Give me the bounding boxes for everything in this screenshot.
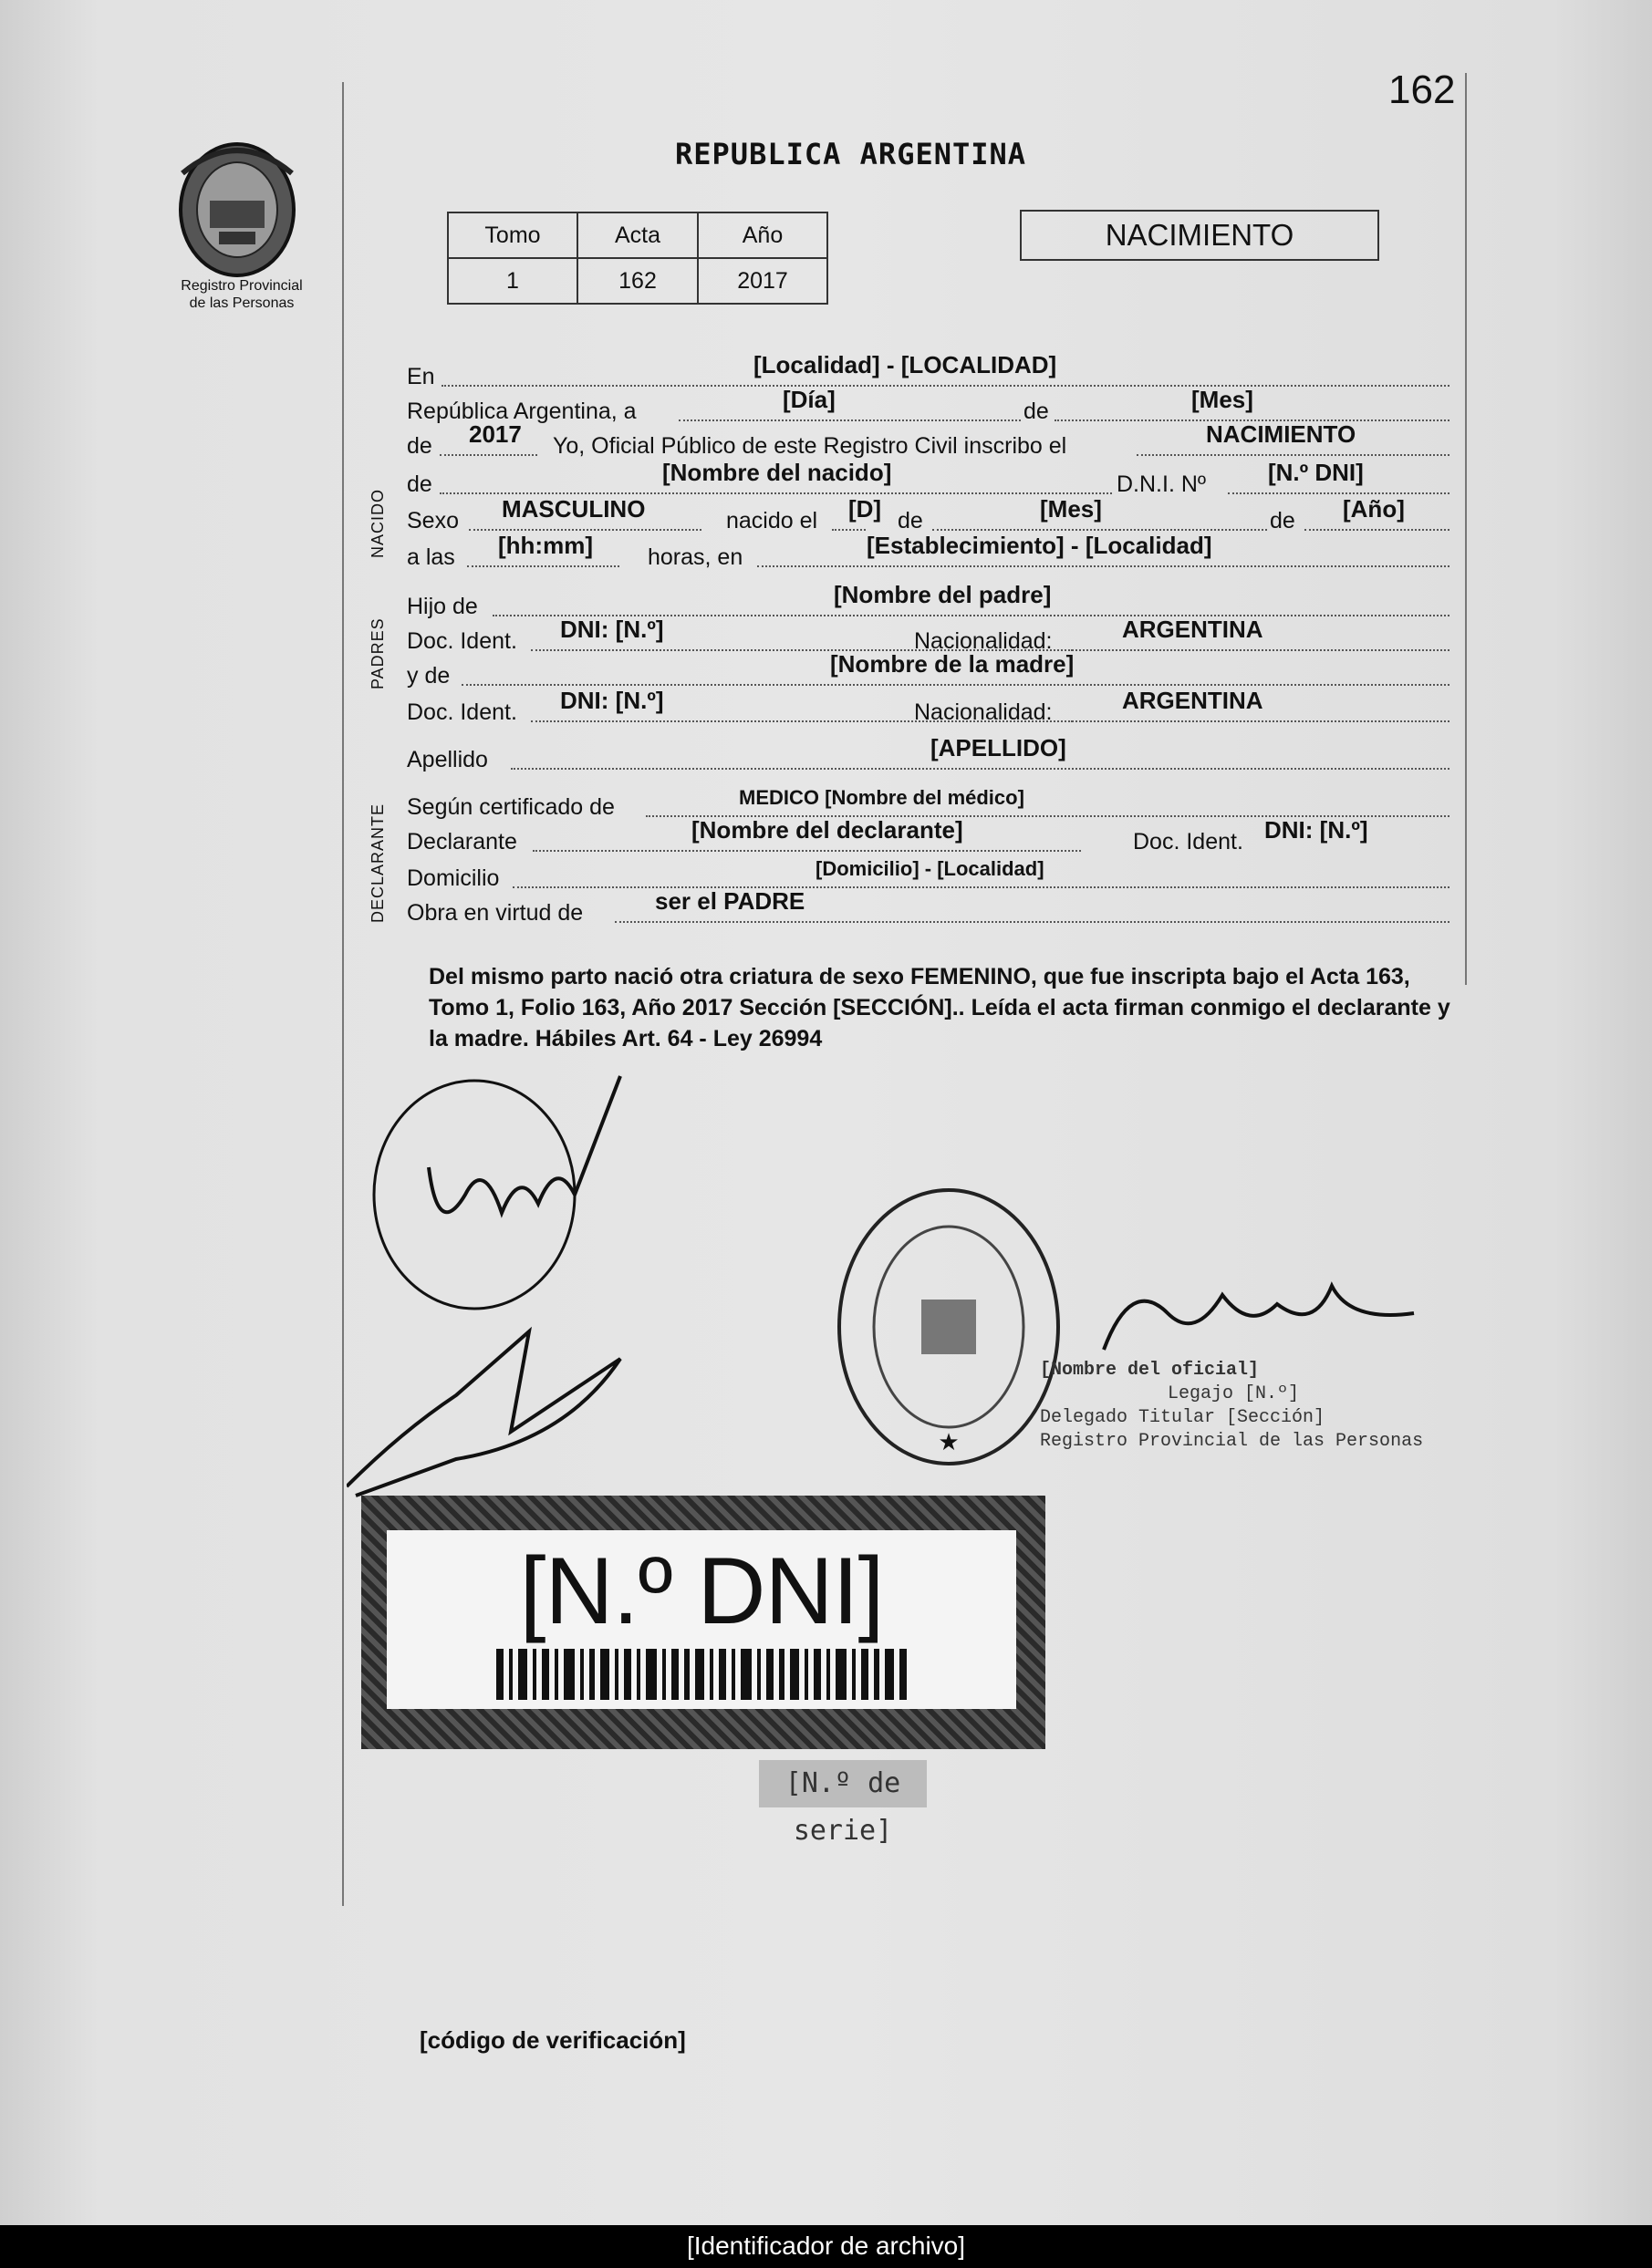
de-birthyear-label: de xyxy=(1270,508,1295,533)
anio-header: Año xyxy=(698,212,827,258)
sexo-label: Sexo xyxy=(407,508,459,533)
father-doc: DNI: [N.º] xyxy=(560,616,664,643)
tomo-header: Tomo xyxy=(448,212,577,258)
stamp-line-2: Legajo [N.º] xyxy=(1168,1383,1300,1404)
month-value: [Mes] xyxy=(1191,386,1253,413)
domicilio-label: Domicilio xyxy=(407,865,500,891)
row-surname xyxy=(407,734,1449,773)
year-value: 2017 xyxy=(469,420,522,448)
father-nat: ARGENTINA xyxy=(1122,616,1263,643)
mother-doc: DNI: [N.º] xyxy=(560,687,664,714)
apellido-label: Apellido xyxy=(407,747,488,772)
additional-note: Del mismo parto nació otra criatura de sexo FEMENINO, que fue inscripta bajo el Acta 163, Tomo 1, Folio 163, Año 2017 Sección [SECCIÓN].. Leída el acta firman conmigo el declarante y la madre. Hábiles Art. 64 - Ley 26994 xyxy=(429,964,1450,1051)
stamp-line-4: Registro Provincial de las Personas xyxy=(1040,1431,1424,1452)
country-title: REPUBLICA ARGENTINA xyxy=(675,137,1027,171)
birth-place: [Establecimiento] - [Localidad] xyxy=(867,532,1212,559)
record-type-box: NACIMIENTO xyxy=(1020,210,1379,261)
horas-label: horas, en xyxy=(648,544,743,570)
declarante-label: Declarante xyxy=(407,829,517,854)
declarant-value: [Nombre del declarante] xyxy=(691,816,963,844)
id-label-sticker xyxy=(361,1496,1045,1749)
father-name: [Nombre del padre] xyxy=(834,581,1052,608)
row-official xyxy=(407,420,1449,460)
tomo-value: 1 xyxy=(448,258,577,304)
official-signature-icon xyxy=(1095,1258,1423,1368)
official-stamp xyxy=(1040,1359,1423,1454)
sex-value: MASCULINO xyxy=(502,495,646,523)
mother-nat: ARGENTINA xyxy=(1122,687,1263,714)
row-place xyxy=(407,351,1449,390)
row-father xyxy=(407,581,1449,620)
declarant-doc: DNI: [N.º] xyxy=(1264,816,1368,844)
svg-text:★: ★ xyxy=(938,1428,960,1455)
hijo-label: Hijo de xyxy=(407,594,478,619)
doctor-value: MEDICO [Nombre del médico] xyxy=(739,786,1024,809)
birth-month: [Mes] xyxy=(1040,495,1102,523)
section-declarante: DECLARANTE xyxy=(369,803,387,923)
row-father-doc xyxy=(407,618,1449,655)
child-name: [Nombre del nacido] xyxy=(662,459,892,486)
child-dni: [N.º DNI] xyxy=(1268,459,1364,486)
mother-signature-icon xyxy=(347,1322,675,1505)
mother-name: [Nombre de la madre] xyxy=(830,650,1075,678)
row-mother-doc xyxy=(407,689,1449,726)
de-month-label: de xyxy=(898,508,923,533)
obra-label: Obra en virtud de xyxy=(407,900,584,926)
child-de-label: de xyxy=(407,471,432,497)
barcode-icon xyxy=(496,1649,907,1700)
birth-time: [hh:mm] xyxy=(498,532,593,559)
mother-nat-label: Nacionalidad: xyxy=(914,699,1053,725)
left-margin-line xyxy=(342,82,344,1906)
row-capacity xyxy=(407,887,1449,927)
right-margin-line xyxy=(1465,73,1467,985)
en-label: En xyxy=(407,364,435,389)
yde-label: y de xyxy=(407,663,451,689)
row-time xyxy=(407,534,1449,571)
page-number: 162 xyxy=(1388,67,1456,112)
de-year-label: de xyxy=(407,433,432,459)
row-child xyxy=(407,461,1449,498)
declarant-doc-label: Doc. Ident. xyxy=(1133,829,1243,854)
row-declarant xyxy=(407,816,1449,855)
serial-number: [N.º de serie] xyxy=(759,1760,927,1807)
acta-value: 162 xyxy=(577,258,698,304)
alas-label: a las xyxy=(407,544,455,570)
segun-label: Según certificado de xyxy=(407,794,615,820)
official-text: Yo, Oficial Público de este Registro Civil inscribo el xyxy=(553,433,1067,459)
reference-table xyxy=(447,212,828,305)
document-hash: [código de verificación] xyxy=(420,2026,686,2054)
birth-day: [D] xyxy=(848,495,882,523)
surname-value: [APELLIDO] xyxy=(930,734,1066,761)
row-certificate xyxy=(407,784,1449,821)
record-value: NACIMIENTO xyxy=(1206,420,1356,448)
day-value: [Día] xyxy=(783,386,836,413)
province-emblem-icon xyxy=(164,137,310,283)
row-sex xyxy=(407,495,1449,534)
stamp-line-1: [Nombre del oficial] xyxy=(1040,1360,1260,1381)
republica-label: República Argentina, a xyxy=(407,399,637,424)
section-nacido: NACIDO xyxy=(369,488,387,558)
address-value: [Domicilio] - [Localidad] xyxy=(816,857,1044,880)
mother-doc-label: Doc. Ident. xyxy=(407,699,517,725)
place-value: [Localidad] - [LOCALIDAD] xyxy=(753,351,1057,378)
capacity-value: ser el PADRE xyxy=(655,887,805,915)
stamp-line-3: Delegado Titular [Sección] xyxy=(1040,1407,1325,1428)
section-padres: PADRES xyxy=(369,617,387,689)
registry-name: Registro Provincial de las Personas xyxy=(181,278,303,311)
father-nat-label: Nacionalidad: xyxy=(914,628,1053,654)
father-doc-label: Doc. Ident. xyxy=(407,628,517,654)
registry-seal-icon xyxy=(830,1176,1067,1477)
dni-label: D.N.I. Nº xyxy=(1117,471,1207,497)
acta-header: Acta xyxy=(577,212,698,258)
birth-year: [Año] xyxy=(1343,495,1405,523)
file-identifier: [Identificador de archivo] xyxy=(686,2232,966,2260)
nacido-label: nacido el xyxy=(726,508,818,533)
anio-value: 2017 xyxy=(698,258,827,304)
id-number: [N.º DNI] xyxy=(519,1538,884,1644)
row-mother xyxy=(407,650,1449,689)
declarant-signature-icon xyxy=(365,1058,666,1313)
de-label: de xyxy=(1023,399,1049,424)
row-address xyxy=(407,855,1449,892)
row-date xyxy=(407,388,1449,425)
